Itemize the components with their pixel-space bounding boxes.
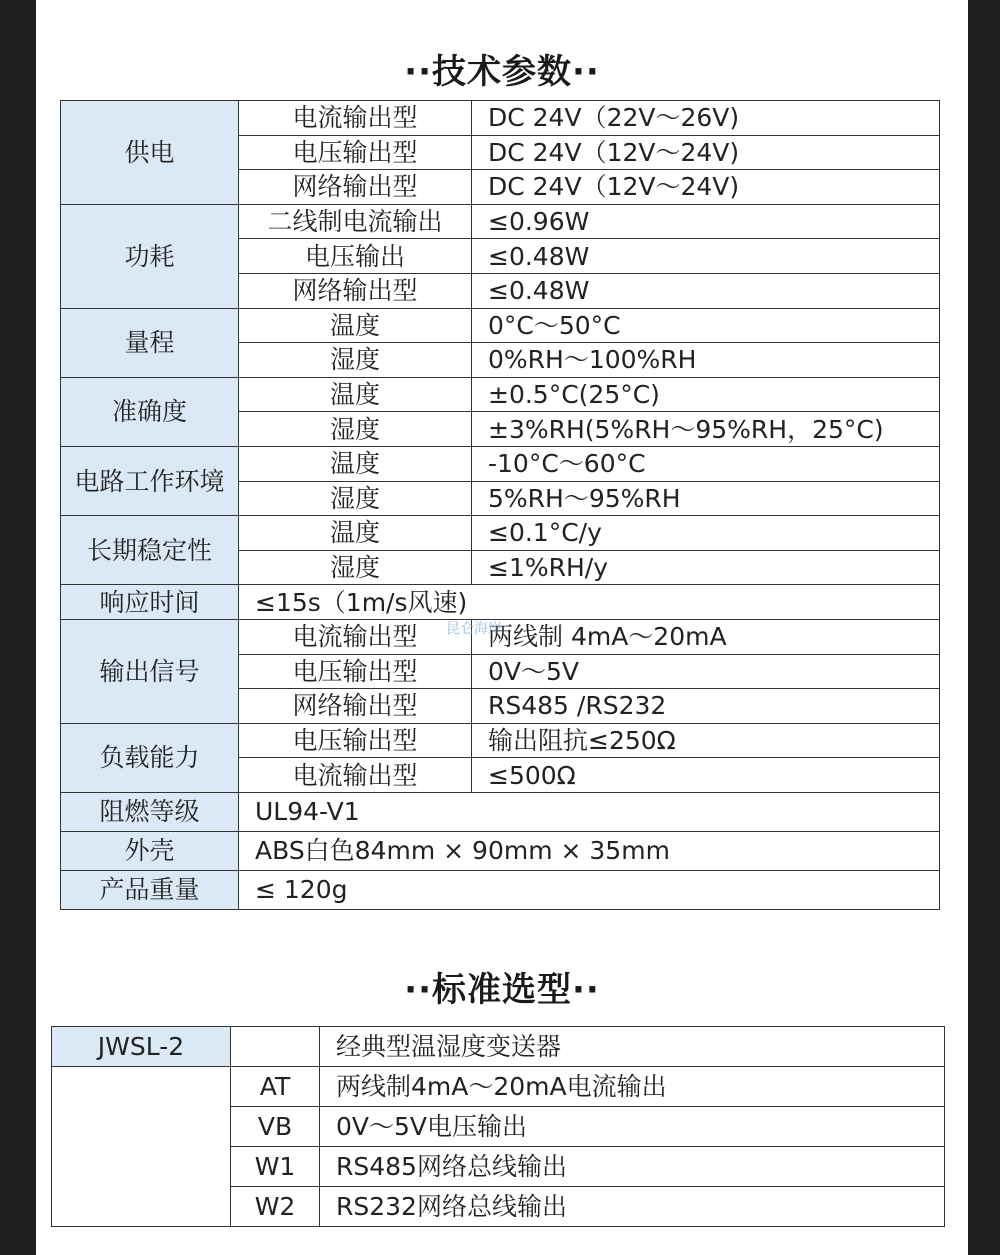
spec-subitem: 二线制电流输出 (239, 204, 472, 239)
model-option-code: W2 (231, 1187, 320, 1227)
spec-subitem: 电压输出型 (239, 654, 472, 689)
model-option-code: W1 (231, 1147, 320, 1187)
table-row (61, 831, 940, 870)
spec-value: 两线制 4mA～20mA (472, 619, 940, 654)
spec-category-range: 量程 (61, 308, 239, 377)
spec-subitem: 网络输出型 (239, 273, 472, 308)
spec-value: ≤ 120g (239, 870, 940, 909)
model-option-code: VB (231, 1107, 320, 1147)
spec-value: DC 24V（12V～24V) (472, 135, 940, 170)
model-empty-cell (231, 1027, 320, 1067)
spec-value: DC 24V（12V～24V) (472, 170, 940, 205)
spec-subitem: 温度 (239, 446, 472, 481)
spec-value: ≤0.1°C/y (472, 516, 940, 551)
spec-subitem: 温度 (239, 308, 472, 343)
spec-table (60, 100, 940, 910)
spec-value: 5%RH～95%RH (472, 481, 940, 516)
table-row (61, 446, 940, 481)
model-blank-cell (52, 1067, 231, 1227)
spec-subitem: 电流输出型 (239, 619, 472, 654)
table-row (61, 585, 940, 620)
spec-value: 0°C～50°C (472, 308, 940, 343)
model-option-desc: 0V～5V电压输出 (320, 1107, 945, 1147)
spec-subitem: 温度 (239, 516, 472, 551)
spec-subitem: 网络输出型 (239, 689, 472, 724)
table-row (61, 723, 940, 758)
model-table (51, 1026, 945, 1227)
spec-value: ≤1%RH/y (472, 550, 940, 585)
spec-value: 0%RH～100%RH (472, 343, 940, 378)
table-row (61, 870, 940, 909)
spec-value: ±3%RH(5%RH～95%RH，25°C) (472, 412, 940, 447)
spec-subitem: 网络输出型 (239, 170, 472, 205)
page (36, 0, 968, 1255)
spec-value: ±0.5°C(25°C) (472, 377, 940, 412)
spec-value: 输出阻抗≤250Ω (472, 723, 940, 758)
spec-subitem: 湿度 (239, 550, 472, 585)
spec-subitem: 湿度 (239, 481, 472, 516)
model-selection-title: ··标准选型·· (404, 970, 600, 1010)
spec-value: ABS白色84mm × 90mm × 35mm (239, 831, 940, 870)
spec-subitem: 电压输出型 (239, 135, 472, 170)
spec-category-weight: 产品重量 (61, 870, 239, 909)
spec-subitem: 电流输出型 (239, 101, 472, 136)
spec-category-power: 供电 (61, 101, 239, 205)
spec-value: ≤15s（1m/s风速) (239, 585, 940, 620)
spec-value: UL94-V1 (239, 792, 940, 831)
spec-category-shell: 外壳 (61, 831, 239, 870)
table-row (61, 377, 940, 412)
spec-category-stability: 长期稳定性 (61, 516, 239, 585)
model-base-desc: 经典型温湿度变送器 (320, 1027, 945, 1067)
spec-category-environment: 电路工作环境 (61, 446, 239, 515)
spec-subitem: 温度 (239, 377, 472, 412)
spec-category-output: 输出信号 (61, 619, 239, 723)
table-row (61, 204, 940, 239)
spec-category-load: 负载能力 (61, 723, 239, 792)
spec-value: DC 24V（22V～26V) (472, 101, 940, 136)
spec-value: ≤0.48W (472, 239, 940, 274)
table-row (61, 308, 940, 343)
table-row (61, 792, 940, 831)
model-base-code: JWSL-2 (52, 1027, 231, 1067)
spec-value: ≤500Ω (472, 758, 940, 793)
table-row (52, 1067, 945, 1107)
spec-category-flame: 阻燃等级 (61, 792, 239, 831)
model-option-desc: 两线制4mA～20mA电流输出 (320, 1067, 945, 1107)
model-option-desc: RS232网络总线输出 (320, 1187, 945, 1227)
spec-value: -10°C～60°C (472, 446, 940, 481)
spec-category-consumption: 功耗 (61, 204, 239, 308)
spec-category-response: 响应时间 (61, 585, 239, 620)
spec-value: ≤0.48W (472, 273, 940, 308)
table-row (61, 516, 940, 551)
spec-category-accuracy: 准确度 (61, 377, 239, 446)
spec-value: ≤0.96W (472, 204, 940, 239)
spec-subitem: 湿度 (239, 343, 472, 378)
spec-value: 0V～5V (472, 654, 940, 689)
spec-subitem: 电流输出型 (239, 758, 472, 793)
model-option-code: AT (231, 1067, 320, 1107)
model-option-desc: RS485网络总线输出 (320, 1147, 945, 1187)
spec-subitem: 湿度 (239, 412, 472, 447)
watermark-logo: 昆仑海岸 (446, 621, 502, 637)
spec-subitem: 电压输出 (239, 239, 472, 274)
tech-params-title: ··技术参数·· (404, 52, 600, 92)
table-row (61, 101, 940, 136)
spec-subitem: 电压输出型 (239, 723, 472, 758)
table-row (52, 1027, 945, 1067)
spec-value: RS485 /RS232 (472, 689, 940, 724)
